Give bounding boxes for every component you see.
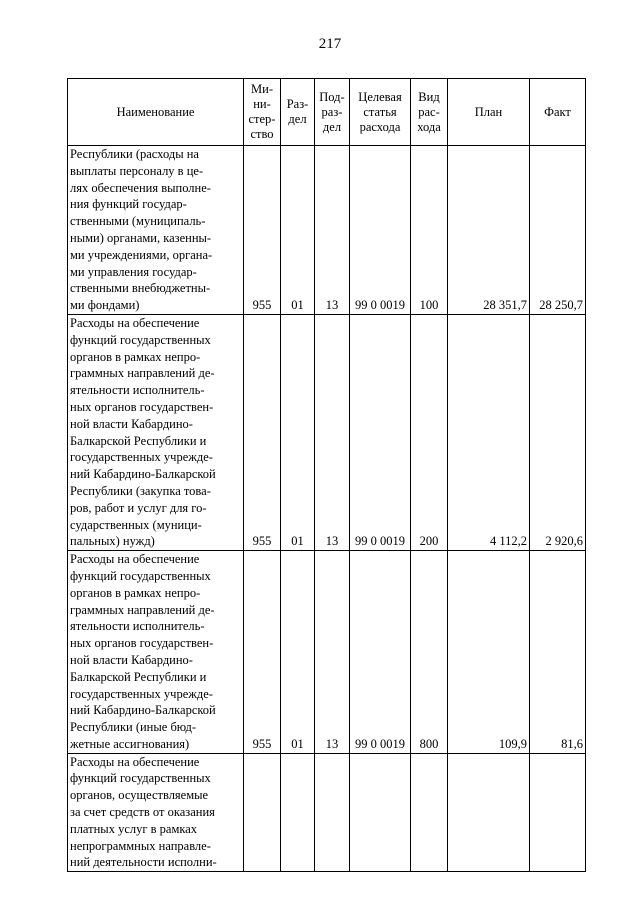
table-row	[68, 314, 586, 550]
table-body	[68, 146, 586, 872]
cell-name: Республики (расходы на выплаты персоналу в це- лях обеспечения выполне- ния функций государ- ственными (муниципаль- ными) органами, казенны- ми учреждениями, органа- ми управления государ- ственными внебюджетны- ми фондами)	[68, 146, 244, 315]
header-name: Наименование	[68, 79, 244, 146]
cell-target: 99 0 0019	[350, 551, 411, 754]
cell-expense-type: 100	[411, 146, 448, 315]
header-ministry	[244, 79, 281, 146]
header-expense-type	[411, 79, 448, 146]
cell-ministry: 955	[244, 551, 281, 754]
cell-section: 01	[281, 551, 315, 754]
cell-target	[350, 753, 411, 872]
header-target-label: Целевая статья расхода	[358, 89, 402, 134]
cell-subsection: 13	[315, 314, 350, 550]
cell-expense-type: 800	[411, 551, 448, 754]
table-row	[68, 551, 586, 754]
table-header-row	[68, 79, 586, 146]
header-section-label: Раз- дел	[286, 97, 309, 126]
cell-fact: 28 250,7	[530, 146, 586, 315]
page-number: 217	[318, 36, 342, 52]
cell-section	[281, 753, 315, 872]
table-row	[68, 146, 586, 315]
header-plan: План	[448, 79, 530, 146]
header-ministry-label: Ми- ни- стер- ство	[248, 82, 276, 141]
cell-name: Расходы на обеспечение функций государственных органов в рамках непро- граммных направлений де- ятельности исполнитель- ных органов государствен- ной власти Кабардино- Балкарской Республики и государственных учрежде- ний Кабардино-Балкарской Республики (закупка това- ров, работ и услуг для го- сударственных (муници- пальных) нужд)	[68, 314, 244, 550]
header-fact: Факт	[530, 79, 586, 146]
cell-section: 01	[281, 146, 315, 315]
cell-expense-type: 200	[411, 314, 448, 550]
cell-ministry	[244, 753, 281, 872]
cell-expense-type	[411, 753, 448, 872]
header-expense-type-label: Вид рас- хода	[417, 89, 441, 134]
cell-section: 01	[281, 314, 315, 550]
header-target	[350, 79, 411, 146]
cell-target: 99 0 0019	[350, 146, 411, 315]
cell-subsection: 13	[315, 551, 350, 754]
cell-fact: 81,6	[530, 551, 586, 754]
header-subsection-label: Под- раз- дел	[319, 89, 345, 134]
header-subsection	[315, 79, 350, 146]
cell-plan: 4 112,2	[448, 314, 530, 550]
cell-subsection	[315, 753, 350, 872]
cell-plan	[448, 753, 530, 872]
cell-name: Расходы на обеспечение функций государственных органов, осуществляемые за счет средств от оказания платных услуг в рамках непрограммных направле- ний деятельности исполни-	[68, 753, 244, 872]
cell-plan: 109,9	[448, 551, 530, 754]
cell-ministry: 955	[244, 146, 281, 315]
cell-plan: 28 351,7	[448, 146, 530, 315]
cell-subsection: 13	[315, 146, 350, 315]
cell-target: 99 0 0019	[350, 314, 411, 550]
header-section	[281, 79, 315, 146]
table-row	[68, 753, 586, 872]
cell-name: Расходы на обеспечение функций государственных органов в рамках непро- граммных направлений де- ятельности исполнитель- ных органов государствен- ной власти Кабардино- Балкарской Республики и государственных учрежде- ний Кабардино-Балкарской Республики (иные бюд- жетные ассигнования)	[68, 551, 244, 754]
cell-fact	[530, 753, 586, 872]
budget-table	[67, 78, 586, 872]
cell-fact: 2 920,6	[530, 314, 586, 550]
cell-ministry: 955	[244, 314, 281, 550]
